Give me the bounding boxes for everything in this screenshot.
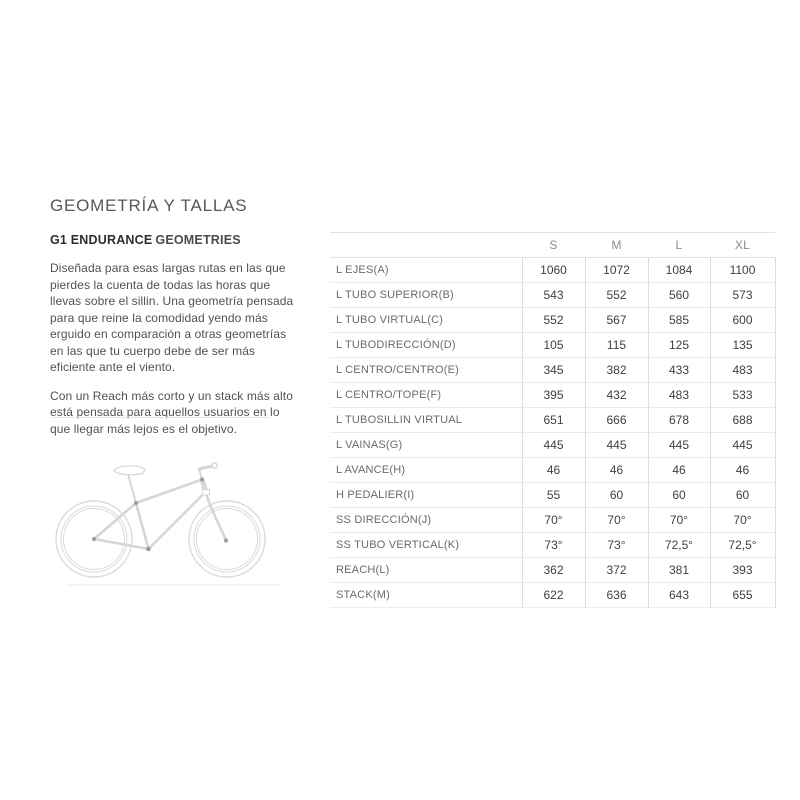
geometry-value: 70° xyxy=(710,508,775,533)
geometry-value: 585 xyxy=(648,308,710,333)
geometry-value: 393 xyxy=(710,558,775,583)
geometry-value: 125 xyxy=(648,333,710,358)
geometry-value: 552 xyxy=(585,283,648,308)
size-column-header: S xyxy=(522,233,585,258)
geometry-value: 73° xyxy=(585,533,648,558)
geometry-value: 1060 xyxy=(522,258,585,283)
geometry-row-label: H PEDALIER(I) xyxy=(330,483,522,508)
geometry-row-label: L TUBO VIRTUAL(C) xyxy=(330,308,522,333)
geometry-value: 1072 xyxy=(585,258,648,283)
geometry-value: 666 xyxy=(585,408,648,433)
intro-panel xyxy=(50,196,302,437)
geometry-table xyxy=(330,232,776,608)
geometry-row xyxy=(330,358,775,383)
geometry-value: 643 xyxy=(648,583,710,608)
geometry-row xyxy=(330,333,775,358)
geometry-value: 552 xyxy=(522,308,585,333)
geometry-value: 1084 xyxy=(648,258,710,283)
geometry-value: 382 xyxy=(585,358,648,383)
geometry-value: 46 xyxy=(585,458,648,483)
description-paragraph-2: Con un Reach más corto y un stack más alto está pensada para aquellos usuarios en lo que llegar más lejos es el objetivo. xyxy=(50,388,293,436)
geometry-value: 73° xyxy=(522,533,585,558)
bike-geometry-illustration xyxy=(50,450,282,590)
geometry-value: 46 xyxy=(710,458,775,483)
geometry-value: 70° xyxy=(648,508,710,533)
geometry-value: 543 xyxy=(522,283,585,308)
geometry-value: 46 xyxy=(522,458,585,483)
geometry-row-label: SS TUBO VERTICAL(K) xyxy=(330,533,522,558)
geometry-row xyxy=(330,408,775,433)
geometry-value: 1100 xyxy=(710,258,775,283)
model-description xyxy=(50,260,302,437)
geometry-value: 433 xyxy=(648,358,710,383)
size-column-header: XL xyxy=(710,233,775,258)
geometry-row xyxy=(330,533,775,558)
geometry-row-label: L TUBOSILLIN VIRTUAL xyxy=(330,408,522,433)
geometry-value: 70° xyxy=(522,508,585,533)
geometry-value: 115 xyxy=(585,333,648,358)
geometry-value: 46 xyxy=(648,458,710,483)
geometry-value: 372 xyxy=(585,558,648,583)
geometry-value: 72,5° xyxy=(710,533,775,558)
geometry-value: 573 xyxy=(710,283,775,308)
geometry-value: 600 xyxy=(710,308,775,333)
model-subtitle-suffix: GEOMETRIES xyxy=(155,233,241,247)
geometry-value: 567 xyxy=(585,308,648,333)
geometry-row xyxy=(330,483,775,508)
description-paragraph-1: Diseñada para esas largas rutas en las que pierdes la cuenta de todas las horas que llevas sobre el sillin. Una geometría pensada para que reine la comodidad yendo más erguido en comparación a otras geometrías en las que tu cuerpo debe de ser más eficiente ante el viento. xyxy=(50,261,294,374)
geometry-value: 651 xyxy=(522,408,585,433)
size-header-row xyxy=(330,233,775,258)
geometry-row-label: L AVANCE(H) xyxy=(330,458,522,483)
geometry-table-body xyxy=(330,258,775,608)
size-header-spacer xyxy=(330,233,522,258)
geometry-row-label: L EJES(A) xyxy=(336,264,389,276)
geometry-value: 70° xyxy=(585,508,648,533)
geometry-value: 560 xyxy=(648,283,710,308)
geometry-row-label: L CENTRO/CENTRO(E) xyxy=(330,358,522,383)
geometry-value: 381 xyxy=(648,558,710,583)
geometry-row xyxy=(330,283,775,308)
geometry-row xyxy=(330,558,775,583)
model-name: G1 ENDURANCE xyxy=(50,233,153,247)
geometry-row xyxy=(330,433,775,458)
geometry-value: 483 xyxy=(648,383,710,408)
geometry-value: 432 xyxy=(585,383,648,408)
geometry-row-label: L CENTRO/TOPE(F) xyxy=(330,383,522,408)
geometry-row-label: L VAINAS(G) xyxy=(330,433,522,458)
geometry-value: 345 xyxy=(522,358,585,383)
geometry-row xyxy=(330,258,775,283)
geometry-value: 60 xyxy=(585,483,648,508)
geometry-row xyxy=(330,508,775,533)
geometry-value: 445 xyxy=(585,433,648,458)
section-divider xyxy=(53,417,269,418)
model-subtitle xyxy=(50,233,302,247)
geometry-value: 60 xyxy=(710,483,775,508)
geometry-value: 688 xyxy=(710,408,775,433)
geometry-value: 55 xyxy=(522,483,585,508)
geometry-row xyxy=(330,383,775,408)
geometry-value: 483 xyxy=(710,358,775,383)
geometry-value: 636 xyxy=(585,583,648,608)
geometry-value: 533 xyxy=(710,383,775,408)
bike-line-drawing-icon xyxy=(50,450,282,590)
geometry-value: 395 xyxy=(522,383,585,408)
geometry-value: 445 xyxy=(522,433,585,458)
geometry-row xyxy=(330,308,775,333)
page-title: GEOMETRÍA Y TALLAS xyxy=(50,196,248,215)
geometry-value: 135 xyxy=(710,333,775,358)
geometry-row-label: SS DIRECCIÓN(J) xyxy=(330,508,522,533)
geometry-value: 622 xyxy=(522,583,585,608)
geometry-value: 655 xyxy=(710,583,775,608)
geometry-value: 678 xyxy=(648,408,710,433)
geometry-value: 72,5° xyxy=(648,533,710,558)
size-column-header: M xyxy=(585,233,648,258)
geometry-row xyxy=(330,583,775,608)
geometry-row-label: STACK(M) xyxy=(330,583,522,608)
geometry-row-label: L TUBO SUPERIOR(B) xyxy=(330,283,522,308)
geometry-table-panel xyxy=(330,232,775,608)
geometry-row-label: REACH(L) xyxy=(330,558,522,583)
geometry-value: 445 xyxy=(710,433,775,458)
geometry-value: 362 xyxy=(522,558,585,583)
size-column-header: L xyxy=(648,233,710,258)
geometry-value: 105 xyxy=(522,333,585,358)
geometry-row xyxy=(330,458,775,483)
geometry-row-label: L TUBODIRECCIÓN(D) xyxy=(330,333,522,358)
geometry-value: 60 xyxy=(648,483,710,508)
geometry-value: 445 xyxy=(648,433,710,458)
